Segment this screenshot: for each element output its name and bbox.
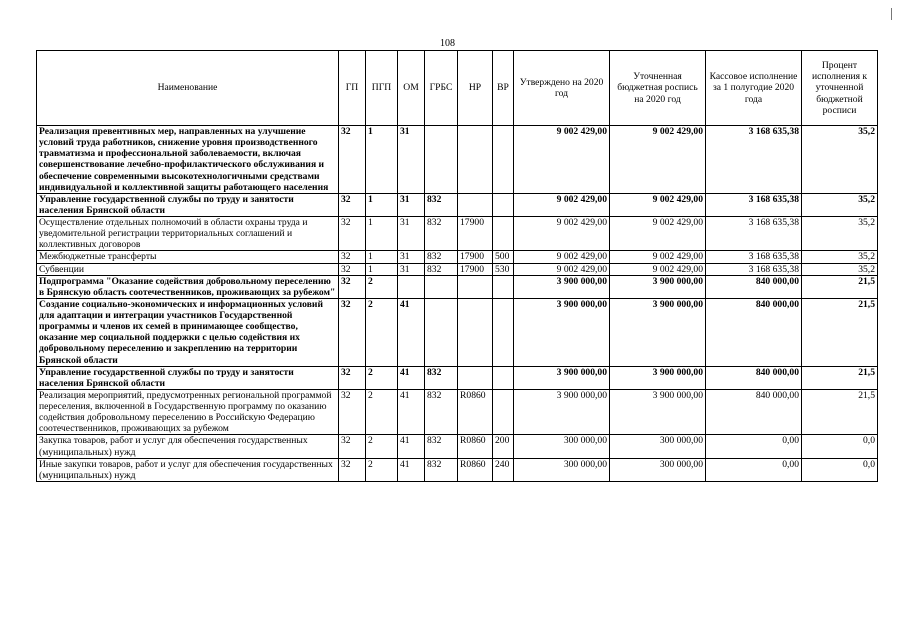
- cell-om: 41: [398, 458, 425, 481]
- cell-gp: 32: [339, 275, 366, 298]
- cell-refined: 3 900 000,00: [610, 389, 706, 435]
- cell-approved: 3 900 000,00: [514, 275, 610, 298]
- table-row: [37, 193, 878, 216]
- cell-approved: 300 000,00: [514, 435, 610, 458]
- cell-name: Подпрограмма "Оказание содействия добровольному переселению в Брянскую область соотечественников, проживающих за рубежом": [37, 275, 339, 298]
- table-row: [37, 275, 878, 298]
- cell-percent: 35,2: [802, 193, 878, 216]
- cell-cash: 3 168 635,38: [706, 126, 802, 194]
- cell-cash: 840 000,00: [706, 298, 802, 366]
- table-row: [37, 435, 878, 458]
- cell-pgp: 1: [366, 217, 398, 251]
- cell-nr: 17900: [458, 217, 493, 251]
- cell-pgp: 2: [366, 389, 398, 435]
- cell-vr: [493, 275, 514, 298]
- cell-name: Реализация превентивных мер, направленных на улучшение условий труда работников, снижение уровня производственного травматизма и профессиональной заболеваемости, включая совершенствование лечебно-профилактического обслуживания и обеспечение современными высокотехнологичными средствами индивидуальной и коллективной защиты работающего населения: [37, 126, 339, 194]
- cell-percent: 21,5: [802, 298, 878, 366]
- header-pgp: ПГП: [366, 51, 398, 126]
- cell-cash: 3 168 635,38: [706, 217, 802, 251]
- cell-percent: 0,0: [802, 458, 878, 481]
- cell-vr: [493, 366, 514, 389]
- cell-pgp: 2: [366, 298, 398, 366]
- cell-gp: 32: [339, 193, 366, 216]
- cell-refined: 9 002 429,00: [610, 126, 706, 194]
- cell-grbs: 832: [425, 263, 458, 275]
- cell-pgp: 1: [366, 193, 398, 216]
- cell-nr: 17900: [458, 251, 493, 263]
- header-percent: Процент исполнения к уточненной бюджетной росписи: [802, 51, 878, 126]
- cell-vr: 500: [493, 251, 514, 263]
- cell-om: 41: [398, 389, 425, 435]
- table-row: [37, 298, 878, 366]
- header-vr: ВР: [493, 51, 514, 126]
- cell-name: Управление государственной службы по труду и занятости населения Брянской области: [37, 193, 339, 216]
- cell-name: Управление государственной службы по труду и занятости населения Брянской области: [37, 366, 339, 389]
- cell-vr: [493, 193, 514, 216]
- cell-gp: 32: [339, 389, 366, 435]
- cell-pgp: 1: [366, 263, 398, 275]
- cell-approved: 3 900 000,00: [514, 298, 610, 366]
- cell-vr: 240: [493, 458, 514, 481]
- cell-refined: 3 900 000,00: [610, 298, 706, 366]
- header-om: ОМ: [398, 51, 425, 126]
- cell-refined: 9 002 429,00: [610, 263, 706, 275]
- cell-grbs: 832: [425, 435, 458, 458]
- cell-vr: [493, 126, 514, 194]
- cell-approved: 9 002 429,00: [514, 126, 610, 194]
- cell-percent: 35,2: [802, 217, 878, 251]
- header-approved: Утверждено на 2020 год: [514, 51, 610, 126]
- cell-cash: 0,00: [706, 458, 802, 481]
- cell-nr: [458, 366, 493, 389]
- cell-nr: [458, 126, 493, 194]
- cell-om: 41: [398, 435, 425, 458]
- cell-om: [398, 275, 425, 298]
- cell-name: Создание социально-экономических и информационных условий для адаптации и интеграции участников Государственной программы и членов их семей в принимающее сообщество, оказание мер социальной поддержки с целью содействия их добровольному переселению и закреплению на территории Брянской области: [37, 298, 339, 366]
- cell-cash: 0,00: [706, 435, 802, 458]
- cell-vr: [493, 298, 514, 366]
- header-grbs: ГРБС: [425, 51, 458, 126]
- cell-refined: 3 900 000,00: [610, 366, 706, 389]
- cell-percent: 35,2: [802, 251, 878, 263]
- cell-percent: 21,5: [802, 366, 878, 389]
- cell-approved: 3 900 000,00: [514, 389, 610, 435]
- cell-pgp: 1: [366, 251, 398, 263]
- cell-refined: 300 000,00: [610, 458, 706, 481]
- cell-om: 31: [398, 217, 425, 251]
- cell-nr: [458, 298, 493, 366]
- cell-percent: 21,5: [802, 389, 878, 435]
- cell-grbs: [425, 298, 458, 366]
- cell-pgp: 2: [366, 275, 398, 298]
- header-gp: ГП: [339, 51, 366, 126]
- cell-approved: 9 002 429,00: [514, 217, 610, 251]
- cell-approved: 9 002 429,00: [514, 251, 610, 263]
- cell-om: 31: [398, 193, 425, 216]
- cell-nr: R0860: [458, 458, 493, 481]
- cell-cash: 3 168 635,38: [706, 193, 802, 216]
- cell-gp: 32: [339, 217, 366, 251]
- cell-grbs: 832: [425, 389, 458, 435]
- cell-gp: 32: [339, 458, 366, 481]
- cell-pgp: 1: [366, 126, 398, 194]
- table-row: [37, 126, 878, 194]
- cell-vr: 200: [493, 435, 514, 458]
- cell-grbs: 832: [425, 251, 458, 263]
- cell-refined: 9 002 429,00: [610, 193, 706, 216]
- cell-percent: 0,0: [802, 435, 878, 458]
- cell-om: 41: [398, 366, 425, 389]
- cell-approved: 9 002 429,00: [514, 263, 610, 275]
- cell-cash: 3 168 635,38: [706, 251, 802, 263]
- cell-vr: [493, 389, 514, 435]
- cell-om: 31: [398, 126, 425, 194]
- cell-name: Межбюджетные трансферты: [37, 251, 339, 263]
- table-header-row: [37, 51, 878, 126]
- cell-name: Субвенции: [37, 263, 339, 275]
- cell-nr: R0860: [458, 435, 493, 458]
- cell-percent: 21,5: [802, 275, 878, 298]
- table-row: [37, 217, 878, 251]
- cell-name: Иные закупки товаров, работ и услуг для обеспечения государственных (муниципальных) нужд: [37, 458, 339, 481]
- cell-grbs: [425, 126, 458, 194]
- cell-approved: 9 002 429,00: [514, 193, 610, 216]
- table-row: [37, 263, 878, 275]
- cell-pgp: 2: [366, 458, 398, 481]
- table-row: [37, 251, 878, 263]
- cell-gp: 32: [339, 366, 366, 389]
- cell-gp: 32: [339, 263, 366, 275]
- cell-grbs: [425, 275, 458, 298]
- cell-approved: 3 900 000,00: [514, 366, 610, 389]
- header-name: Наименование: [37, 51, 339, 126]
- cell-om: 31: [398, 251, 425, 263]
- cell-grbs: 832: [425, 458, 458, 481]
- cell-refined: 9 002 429,00: [610, 251, 706, 263]
- cell-cash: 3 168 635,38: [706, 263, 802, 275]
- cell-pgp: 2: [366, 435, 398, 458]
- edge-mark: [891, 8, 892, 20]
- cell-gp: 32: [339, 435, 366, 458]
- cell-nr: [458, 193, 493, 216]
- cell-grbs: 832: [425, 366, 458, 389]
- cell-name: Закупка товаров, работ и услуг для обеспечения государственных (муниципальных) нужд: [37, 435, 339, 458]
- cell-nr: R0860: [458, 389, 493, 435]
- cell-refined: 9 002 429,00: [610, 217, 706, 251]
- cell-om: 31: [398, 263, 425, 275]
- cell-percent: 35,2: [802, 263, 878, 275]
- header-cash: Кассовое исполнение за 1 полугодие 2020 года: [706, 51, 802, 126]
- table-body: [37, 126, 878, 482]
- table-row: [37, 366, 878, 389]
- cell-refined: 300 000,00: [610, 435, 706, 458]
- cell-grbs: 832: [425, 193, 458, 216]
- cell-nr: 17900: [458, 263, 493, 275]
- cell-name: Осуществление отдельных полномочий в области охраны труда и уведомительной регистрации территориальных соглашений и коллективных договоров: [37, 217, 339, 251]
- page-number: 108: [440, 38, 455, 49]
- cell-percent: 35,2: [802, 126, 878, 194]
- table-row: [37, 458, 878, 481]
- cell-grbs: 832: [425, 217, 458, 251]
- cell-vr: [493, 217, 514, 251]
- cell-gp: 32: [339, 251, 366, 263]
- table-row: [37, 389, 878, 435]
- cell-pgp: 2: [366, 366, 398, 389]
- cell-cash: 840 000,00: [706, 366, 802, 389]
- header-nr: НР: [458, 51, 493, 126]
- cell-refined: 3 900 000,00: [610, 275, 706, 298]
- cell-approved: 300 000,00: [514, 458, 610, 481]
- cell-name: Реализация мероприятий, предусмотренных региональной программой переселения, включенной в Государственную программу по оказанию содействия добровольному переселению в Российскую Федерацию соотечественников, проживающих за рубежом: [37, 389, 339, 435]
- cell-om: 41: [398, 298, 425, 366]
- cell-nr: [458, 275, 493, 298]
- cell-cash: 840 000,00: [706, 389, 802, 435]
- header-refined: Уточненная бюджетная роспись на 2020 год: [610, 51, 706, 126]
- cell-cash: 840 000,00: [706, 275, 802, 298]
- budget-execution-table: [36, 50, 878, 482]
- cell-vr: 530: [493, 263, 514, 275]
- cell-gp: 32: [339, 126, 366, 194]
- cell-gp: 32: [339, 298, 366, 366]
